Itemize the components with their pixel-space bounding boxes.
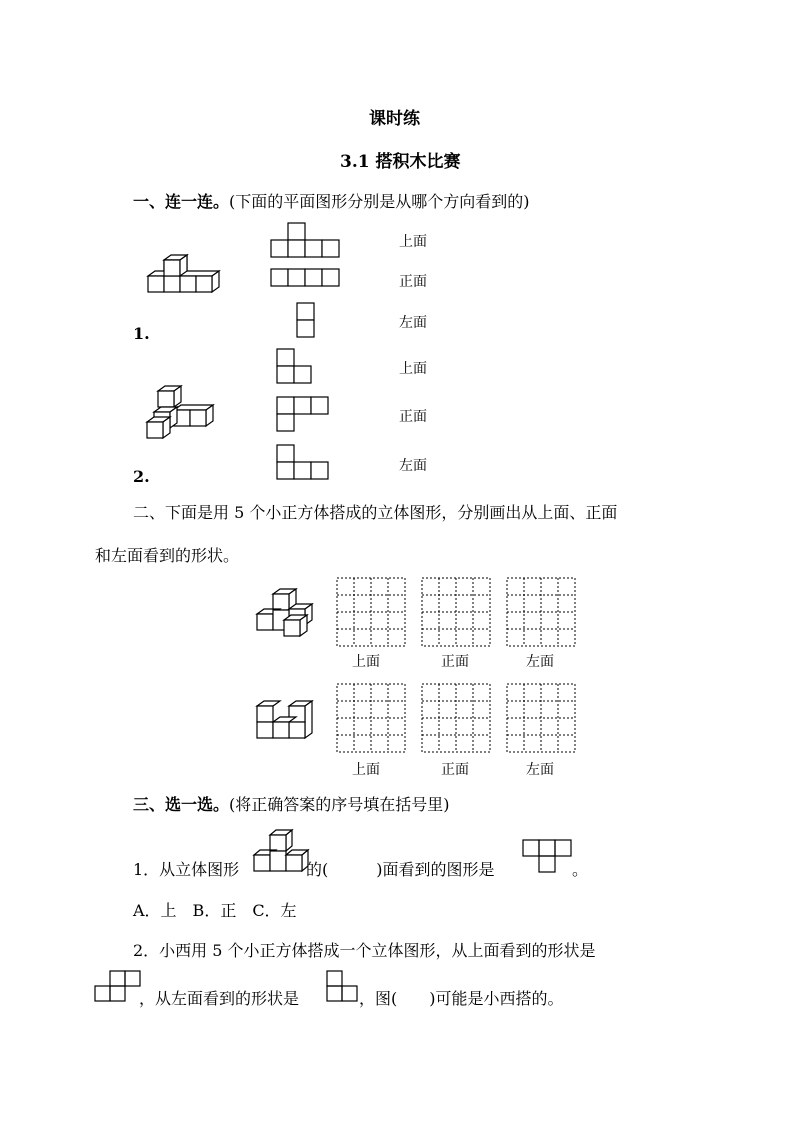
part2-r2-label-left: 左面: [526, 762, 554, 778]
q2-view-b: [277, 396, 332, 434]
part2-r1-label-top: 上面: [352, 654, 380, 670]
part3-q1-solid-figure: [252, 828, 312, 876]
doc-title: 课时练: [369, 109, 420, 129]
part2-r2-label-top: 上面: [352, 762, 380, 778]
q2-solid-figure: [143, 388, 223, 443]
q1-cubes: [148, 255, 219, 292]
part3-q2-line1: 2．小西用 5 个小正方体搭成一个立体图形，从上面看到的形状是: [133, 941, 596, 960]
q1-view-b: [271, 268, 341, 288]
part2-grid-front-1[interactable]: [422, 578, 492, 648]
part2-r1-label-left: 左面: [526, 654, 554, 670]
part3-q1-prefix: 1．从立体图形: [133, 860, 240, 879]
part3-heading-line: [133, 792, 450, 815]
part3-q2-top-view-shape: [95, 970, 145, 1004]
q2-number: 2.: [133, 467, 150, 486]
part3-q2-left-view-shape: [327, 970, 363, 1004]
part2-line1: 二、下面是用 5 个小正方体搭成的立体图形，分别画出从上面、正面: [133, 503, 618, 522]
part2-grid-left-2[interactable]: [507, 684, 577, 754]
part1-heading-line: [133, 189, 530, 212]
part3-q2-part-b: ，图( )可能是小西搭的。: [359, 989, 564, 1008]
q2-label-top: 上面: [399, 361, 427, 377]
part3-q1-middle: 的( )面看到的图形是: [306, 860, 495, 879]
q1-view-a: [271, 222, 341, 260]
q1-label-left: 左面: [399, 315, 427, 331]
part2-grid-left-1[interactable]: [507, 578, 577, 648]
part2-grid-top-2[interactable]: [337, 684, 407, 754]
q1-solid-figure: [140, 255, 230, 305]
part2-solid-figure-1: [255, 588, 325, 643]
q2-cubes: [147, 386, 213, 438]
part2-solid-figure-2: [255, 693, 325, 743]
part2-grid-top-1[interactable]: [337, 578, 407, 648]
q1-number: 1.: [133, 324, 150, 343]
lesson-title: 3.1 搭积木比赛: [340, 152, 461, 172]
part3-q2-part-a: ，从左面看到的形状是: [139, 989, 300, 1008]
part1-note: (下面的平面图形分别是从哪个方向看到的): [229, 192, 530, 211]
part3-note: (将正确答案的序号填在括号里): [229, 795, 450, 814]
q1-label-front: 正面: [399, 274, 427, 290]
part2-cubes-1: [257, 589, 312, 636]
q2-view-a: [277, 348, 317, 386]
part2-line2: 和左面看到的形状。: [95, 546, 240, 565]
part3-q1-suffix: 。: [572, 860, 589, 879]
part2-r2-label-front: 正面: [441, 762, 469, 778]
part1-heading: 一、连一连。: [133, 192, 230, 211]
q2-label-front: 正面: [399, 409, 427, 425]
part2-cubes-2: [257, 701, 312, 738]
q2-view-c: [277, 444, 332, 482]
q2-label-left: 左面: [399, 458, 427, 474]
part3-q1-options: A．上 B．正 C．左: [133, 901, 297, 920]
part2-r1-label-front: 正面: [441, 654, 469, 670]
part2-grid-front-2[interactable]: [422, 684, 492, 754]
q1-view-c: [297, 302, 317, 340]
part3-q1-view-shape: [523, 839, 573, 873]
part3-heading: 三、选一选。: [133, 795, 230, 814]
part3-q1-cubes: [254, 830, 308, 871]
q1-label-top: 上面: [399, 234, 427, 250]
